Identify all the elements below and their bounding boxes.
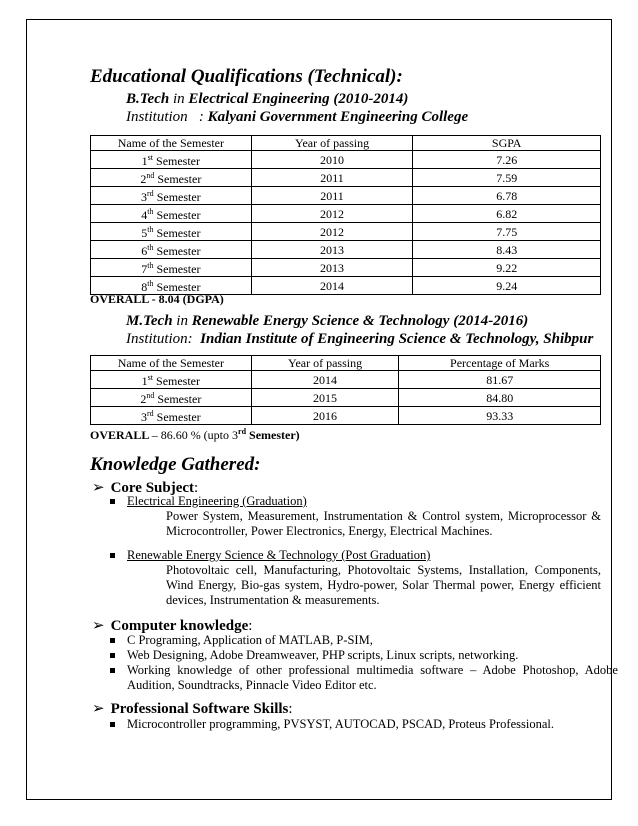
semester-label: Semester <box>156 208 201 222</box>
semester-cell <box>91 389 252 407</box>
semester-sup: nd <box>146 171 155 180</box>
semester-cell <box>91 259 252 277</box>
core-item-title: Electrical Engineering (Graduation) <box>127 494 307 508</box>
score-cell: 9.22 <box>413 259 601 277</box>
table-row <box>91 371 601 389</box>
semester-cell <box>91 151 252 169</box>
square-bullet-icon <box>110 722 115 727</box>
table-row <box>91 407 601 425</box>
btech-institution-line <box>126 109 468 126</box>
semester-num: 7 <box>141 262 148 276</box>
computer-item: Web Designing, Adobe Dreamweaver, PHP scripts, Linux scripts, networking. <box>127 648 519 662</box>
semester-label: Semester <box>156 154 201 168</box>
mtech-field: Renewable Energy Science & Technology (2014-2016) <box>191 313 529 329</box>
score-cell: 81.67 <box>399 371 601 389</box>
semester-num: 6 <box>141 244 148 258</box>
list-item <box>110 663 618 693</box>
semester-label: Semester <box>156 280 201 294</box>
semester-sup: th <box>147 207 154 216</box>
btech-overall: OVERALL - 8.04 (DGPA) <box>90 292 224 306</box>
btech-institution-sep: : <box>198 109 204 125</box>
year-cell: 2012 <box>251 205 413 223</box>
square-bullet-icon <box>110 499 115 504</box>
semester-cell <box>91 241 252 259</box>
btech-degree-line <box>126 91 408 108</box>
semester-num: 3 <box>141 410 147 424</box>
semester-num: 2 <box>140 392 147 406</box>
semester-num: 2 <box>140 172 147 186</box>
semester-num: 1 <box>141 374 148 388</box>
education-heading: Educational Qualifications (Technical): <box>90 66 403 87</box>
semester-label: Semester <box>157 172 202 186</box>
column-header: Year of passing <box>251 356 399 371</box>
score-cell: 84.80 <box>399 389 601 407</box>
semester-label: Semester <box>156 410 201 424</box>
year-cell: 2014 <box>251 277 413 295</box>
arrow-bullet-icon: ➢ <box>92 618 105 634</box>
btech-field: Electrical Engineering (2010-2014) <box>188 91 409 107</box>
mtech-overall <box>90 427 300 443</box>
list-item <box>110 648 601 663</box>
semester-cell <box>91 407 252 425</box>
column-header: Percentage of Marks <box>399 356 601 371</box>
column-header: Name of the Semester <box>91 136 252 151</box>
semester-label: Semester <box>156 374 201 388</box>
column-header: SGPA <box>413 136 601 151</box>
score-cell: 93.33 <box>399 407 601 425</box>
btech-table <box>90 135 601 295</box>
semester-label: Semester <box>156 244 201 258</box>
computer-item: C Programing, Application of MATLAB, P-SIM, <box>127 633 373 647</box>
semester-cell <box>91 371 252 389</box>
core-subject-colon: : <box>194 480 199 496</box>
score-cell: 6.82 <box>413 205 601 223</box>
software-skills-colon: : <box>288 701 293 717</box>
year-cell: 2011 <box>251 169 413 187</box>
list-item <box>110 717 601 732</box>
core-subject-title: Core Subject <box>110 480 195 496</box>
list-item <box>110 633 601 648</box>
score-cell: 7.26 <box>413 151 601 169</box>
mtech-institution: Indian Institute of Engineering Science & Technology, Shibpur <box>200 331 594 347</box>
software-item: Microcontroller programming, PVSYST, AUTOCAD, PSCAD, Proteus Professional. <box>127 717 554 731</box>
score-cell: 6.78 <box>413 187 601 205</box>
semester-num: 4 <box>141 208 148 222</box>
table-row <box>91 151 601 169</box>
btech-institution-label: Institution <box>126 109 188 125</box>
column-header: Name of the Semester <box>91 356 252 371</box>
semester-sup: th <box>147 243 154 252</box>
semester-label: Semester <box>157 392 202 406</box>
mtech-institution-label: Institution: <box>126 331 193 347</box>
computer-item: Working knowledge of other professional multimedia software – Adobe Photoshop, Adobe Audition, Soundtracks, Pinnacle Video Editor etc. <box>127 663 618 692</box>
semester-cell <box>91 223 252 241</box>
list-item <box>110 494 307 509</box>
year-cell: 2014 <box>251 371 399 389</box>
semester-sup: st <box>147 373 154 382</box>
btech-in: in <box>172 91 185 107</box>
core-item-text: Power System, Measurement, Instrumentation & Control system, Microprocessor & Microcontroller, Power Electronics, Energy, Electrical Machines. <box>166 509 601 538</box>
computer-knowledge-colon: : <box>248 618 253 634</box>
square-bullet-icon <box>110 638 115 643</box>
table-row <box>91 223 601 241</box>
semester-label: Semester <box>156 226 201 240</box>
semester-num: 8 <box>141 280 148 294</box>
computer-knowledge-title: Computer knowledge <box>110 618 249 634</box>
table-row <box>91 259 601 277</box>
mtech-overall-prefix: OVERALL <box>90 428 149 442</box>
table-header-row <box>91 356 601 371</box>
mtech-overall-sup: rd <box>238 427 247 436</box>
year-cell: 2012 <box>251 223 413 241</box>
semester-sup: st <box>147 153 154 162</box>
btech-degree: B.Tech <box>126 91 170 107</box>
score-cell: 7.59 <box>413 169 601 187</box>
square-bullet-icon <box>110 668 115 673</box>
score-cell: 9.24 <box>413 277 601 295</box>
year-cell: 2010 <box>251 151 413 169</box>
table-row <box>91 389 601 407</box>
mtech-institution-line <box>126 331 593 348</box>
mtech-degree: M.Tech <box>126 313 173 329</box>
year-cell: 2013 <box>251 241 413 259</box>
year-cell: 2015 <box>251 389 399 407</box>
semester-num: 3 <box>141 190 148 204</box>
year-cell: 2011 <box>251 187 413 205</box>
table-row <box>91 205 601 223</box>
table-row <box>91 187 601 205</box>
semester-num: 5 <box>141 226 148 240</box>
table-row <box>91 241 601 259</box>
year-cell: 2013 <box>251 259 413 277</box>
semester-sup: th <box>147 279 154 288</box>
semester-cell <box>91 187 252 205</box>
square-bullet-icon <box>110 553 115 558</box>
software-skills-heading <box>92 699 293 718</box>
mtech-overall-suffix: Semester) <box>249 428 300 442</box>
mtech-table <box>90 355 601 425</box>
arrow-bullet-icon: ➢ <box>92 701 105 717</box>
square-bullet-icon <box>110 653 115 658</box>
software-skills-title: Professional Software Skills <box>110 701 289 717</box>
semester-label: Semester <box>156 190 201 204</box>
year-cell: 2016 <box>251 407 399 425</box>
semester-sup: rd <box>147 189 154 198</box>
score-cell: 8.43 <box>413 241 601 259</box>
knowledge-heading: Knowledge Gathered: <box>90 454 261 475</box>
semester-cell <box>91 205 252 223</box>
arrow-bullet-icon: ➢ <box>92 480 105 496</box>
mtech-degree-line <box>126 313 528 330</box>
core-item-title: Renewable Energy Science & Technology (Post Graduation) <box>127 548 431 562</box>
table-row <box>91 169 601 187</box>
semester-sup: rd <box>147 409 154 418</box>
table-header-row <box>91 136 601 151</box>
btech-institution: Kalyani Government Engineering College <box>207 109 469 125</box>
score-cell: 7.75 <box>413 223 601 241</box>
mtech-overall-value: – 86.60 % (upto 3 <box>151 428 239 442</box>
column-header: Year of passing <box>251 136 413 151</box>
list-item <box>110 548 430 563</box>
semester-sup: th <box>147 225 154 234</box>
semester-label: Semester <box>156 262 201 276</box>
semester-cell <box>91 169 252 187</box>
semester-sup: nd <box>146 391 155 400</box>
mtech-in: in <box>176 313 188 329</box>
semester-num: 1 <box>141 154 148 168</box>
core-item-text: Photovoltaic cell, Manufacturing, Photovoltaic Systems, Installation, Components, Wind Energy, Bio-gas system, Hydro-power, Solar Thermal power, Energy efficient devices, Instrumentation & measurements. <box>166 563 601 607</box>
semester-sup: th <box>147 261 154 270</box>
